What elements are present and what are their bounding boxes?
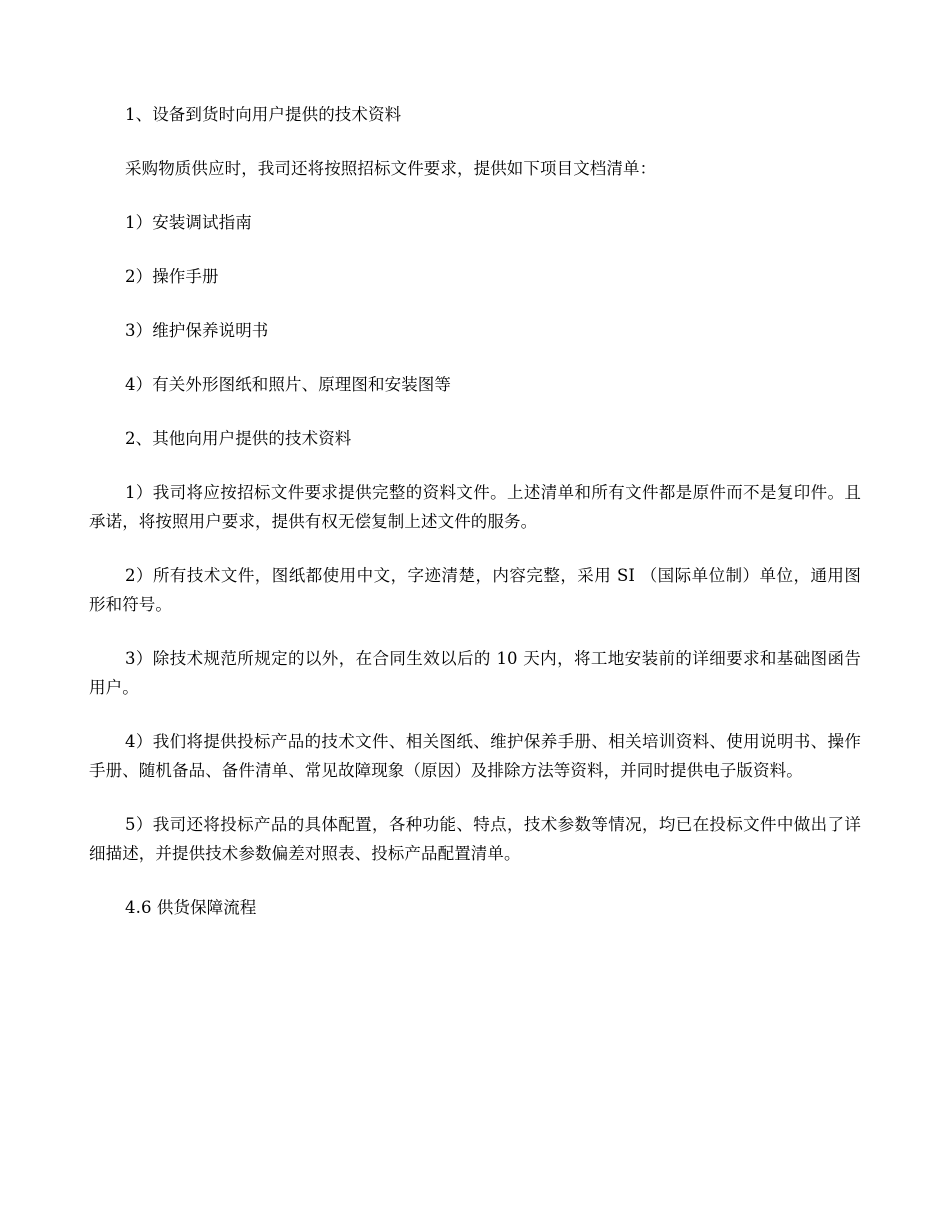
section-heading-supply-process: 4.6 供货保障流程	[125, 898, 257, 917]
paragraph-complete-documents: 1）我司将应按招标文件要求提供完整的资料文件。上述清单和所有文件都是原件而不是复印件。且承诺，将按照用户要求，提供有权无偿复制上述文件的服务。	[89, 483, 861, 531]
paragraph-installation-requirements: 3）除技术规范所规定的以外，在合同生效以后的 10 天内，将工地安装前的详细要求和基础图函告用户。	[89, 649, 861, 697]
intro-paragraph: 采购物质供应时，我司还将按照招标文件要求，提供如下项目文档清单：	[125, 159, 657, 178]
document-body	[89, 100, 861, 947]
section-heading-other-docs: 2、其他向用户提供的技术资料	[125, 429, 352, 448]
paragraph-technical-files-list: 4）我们将提供投标产品的技术文件、相关图纸、维护保养手册、相关培训资料、使用说明书、操作手册、随机备品、备件清单、常见故障现象（原因）及排除方法等资料，并同时提供电子版资料。	[89, 732, 861, 780]
paragraph-configuration-details: 5）我司还将投标产品的具体配置，各种功能、特点，技术参数等情况，均已在投标文件中做出了详细描述，并提供技术参数偏差对照表、投标产品配置清单。	[89, 815, 861, 863]
list-item-drawings: 4）有关外形图纸和照片、原理图和安装图等	[125, 375, 451, 394]
list-item-maintenance-manual: 3）维护保养说明书	[125, 321, 269, 340]
list-item-operation-manual: 2）操作手册	[125, 267, 219, 286]
section-heading-delivery-docs: 1、设备到货时向用户提供的技术资料	[125, 105, 402, 124]
list-item-install-guide: 1）安装调试指南	[125, 213, 252, 232]
paragraph-chinese-si-units: 2）所有技术文件，图纸都使用中文，字迹清楚，内容完整，采用 SI （国际单位制）单位，通用图形和符号。	[89, 566, 861, 614]
